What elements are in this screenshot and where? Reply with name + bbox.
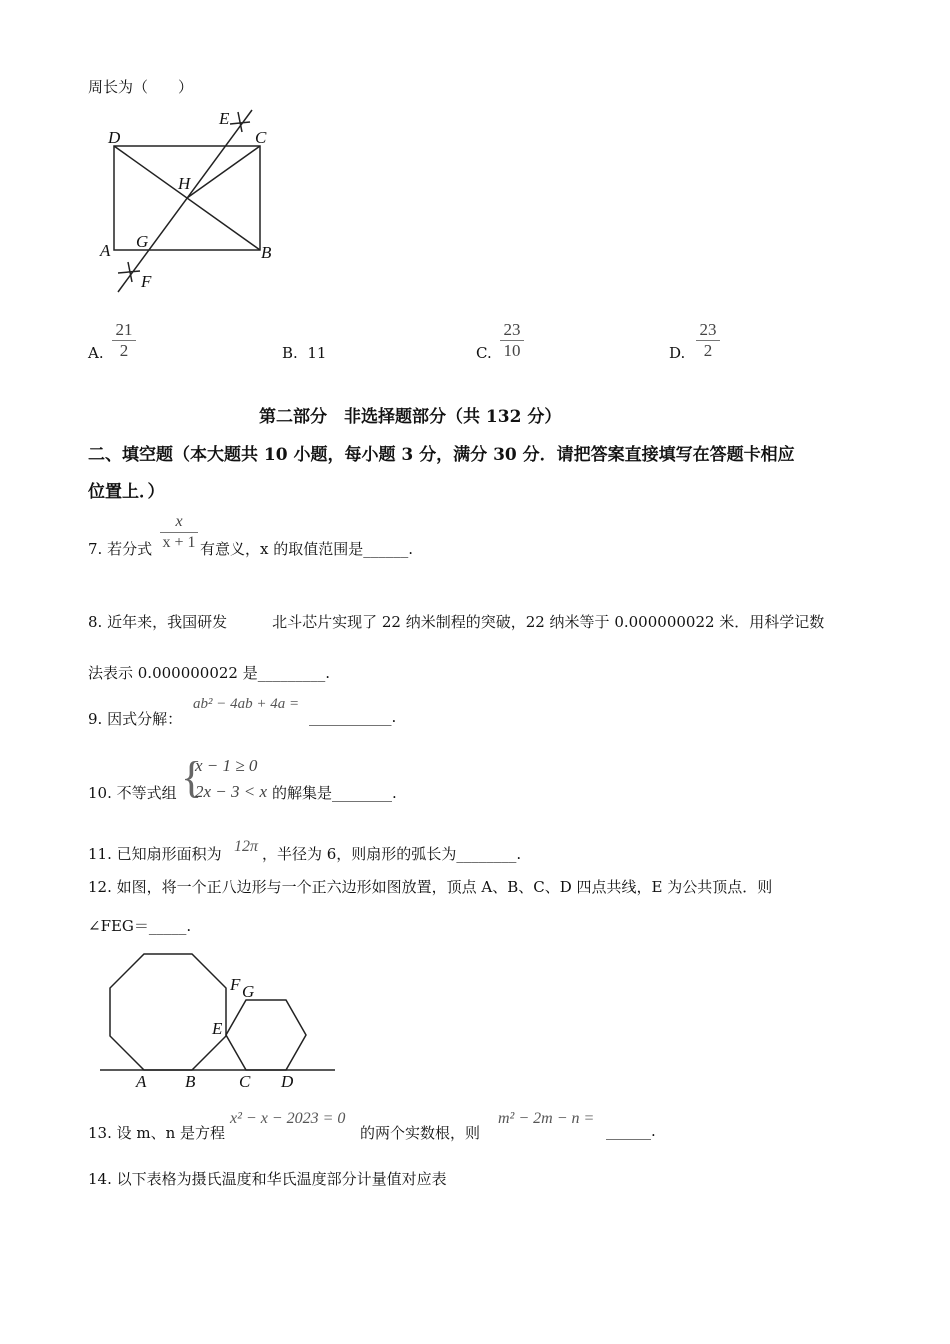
q12-line1: 12. 如图，将一个正八边形与一个正六边形如图放置，顶点 A、B、C、D 四点共线，E 为公共顶点．则 [88, 878, 773, 896]
label-C: C [239, 1072, 251, 1091]
q11-expression: 12π [234, 838, 259, 855]
q13-equation: x² − x − 2023 = 0 [230, 1110, 346, 1127]
option-b: B. 11 [282, 344, 327, 362]
label-D: D [108, 128, 121, 147]
label-F: F [141, 272, 152, 291]
q13-mid: 的两个实数根，则 [360, 1124, 481, 1142]
q9-expression: ab² − 4ab + 4a = [193, 696, 300, 712]
part2-title: 第二部分 非选择题部分（共 132 分） [259, 407, 562, 427]
q10-inequality-2: 2x − 3 < x [195, 782, 268, 801]
q14-text: 14. 以下表格为摄氏温度和华氏温度部分计量值对应表 [88, 1170, 447, 1188]
q7-post: 有意义，x 的取值范围是______. [200, 540, 413, 558]
q9-pre: 9. 因式分解： [88, 710, 183, 728]
label-C: C [255, 128, 267, 147]
q12-polygon-figure [0, 0, 360, 1100]
q11-post: ，半径为 6，则扇形的弧长为________. [262, 845, 522, 863]
option-a-letter: A. [88, 344, 104, 362]
q9-blank: ___________. [309, 708, 397, 726]
q8-line2: 法表示 0.000000022 是_________. [88, 664, 331, 682]
label-A: A [100, 241, 111, 260]
section2-heading-cont: 位置上．） [88, 482, 165, 502]
label-A: A [136, 1072, 147, 1091]
option-d-letter: D. [669, 344, 686, 362]
q13-pre: 13. 设 m、n 是方程 [88, 1124, 226, 1142]
label-F: F [230, 975, 241, 994]
q8-line1: 8. 近年来，我国研发 北斗芯片实现了 22 纳米制程的突破，22 纳米等于 0.000000022 米．用科学记数 [88, 613, 825, 631]
label-G: G [242, 982, 255, 1001]
option-a-fraction: $\frac{21}{2}$ [112, 320, 136, 361]
label-E: E [219, 109, 230, 128]
q10-post: 的解集是________. [272, 784, 397, 802]
label-H: H [178, 174, 191, 193]
q10-pre: 10. 不等式组 [88, 784, 177, 802]
option-c-fraction: $\frac{23}{10}$ [500, 320, 524, 361]
q13-expression: m² − 2m − n = [498, 1110, 595, 1127]
q13-blank: ______. [606, 1122, 656, 1140]
option-c-letter: C. [476, 344, 492, 362]
label-G: G [136, 232, 149, 251]
q7-fraction: $\frac{x}{x + 1}$ [160, 512, 198, 553]
label-D: D [281, 1072, 294, 1091]
option-d-fraction: $\frac{23}{2}$ [696, 320, 720, 361]
q12-line2: ∠FEG＝_____. [88, 917, 192, 935]
q6-stem-tail: 周长为（ ） [88, 78, 194, 96]
section2-heading: 二、填空题（本大题共 10 小题，每小题 3 分，满分 30 分．请把答案直接填写在答题卡相应 [88, 445, 795, 465]
label-B: B [185, 1072, 196, 1091]
q11-pre: 11. 已知扇形面积为 [88, 845, 222, 863]
label-B: B [261, 243, 272, 262]
brace-icon: { [181, 753, 203, 802]
label-E: E [212, 1019, 223, 1038]
q10-inequality-1: x − 1 ≥ 0 [195, 756, 258, 775]
q7-pre: 7. 若分式 [88, 540, 153, 558]
